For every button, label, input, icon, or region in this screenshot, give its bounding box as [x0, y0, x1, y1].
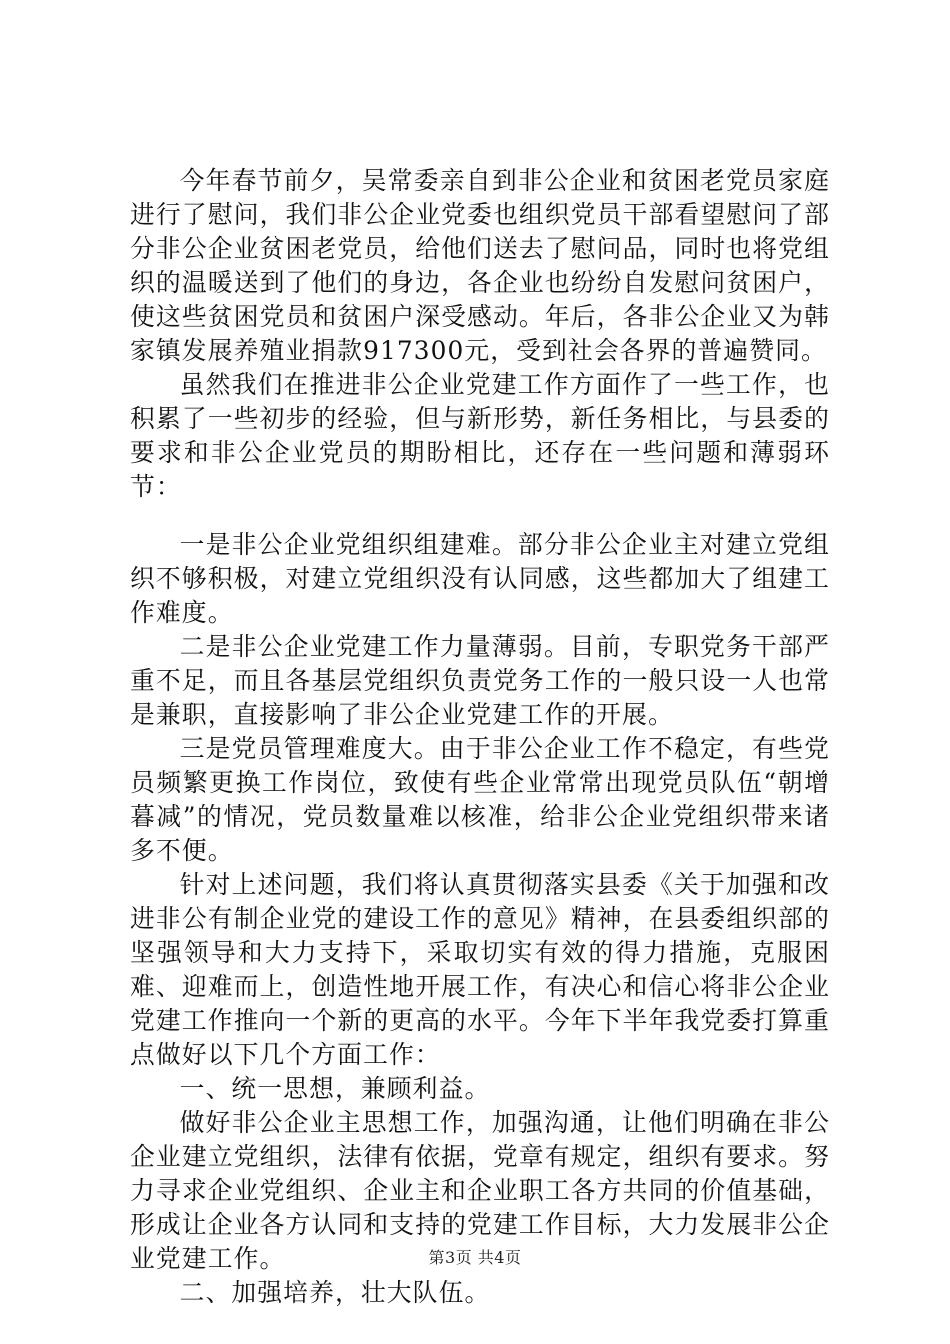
paragraph-spring-festival-visits: 今年春节前夕，吴常委亲自到非公企业和贫困老党员家庭进行了慰问，我们非公企业党委也组织党员干部看望慰问了部分非公企业贫困老党员，给他们送去了慰问品，同时也将党组织的温暖送到了他们的身边，各企业也纷纷自发慰问贫困户，使这些贫困党员和贫困户深受感动。年后，各非公企业又为韩家镇发展养殖业捐款917300元，受到社会各界的普遍赞同。	[130, 166, 830, 365]
paragraph-section-one-body: 做好非公企业主思想工作，加强沟通，让他们明确在非公企业建立党组织，法律有依据，党章有规定，组织有要求。努力寻求企业党组织、企业主和企业职工各方共同的价值基础，形成让企业各方认同和支持的党建工作目标，大力发展非公企业党建工作。	[130, 1108, 830, 1273]
section-heading-one: 一、统一思想，兼顾利益。	[179, 1074, 491, 1103]
paragraph-problem-one: 一是非公企业党组织组建难。部分非公企业主对建立党组织不够积极，对建立党组织没有认同感，这些都加大了组建工作难度。	[130, 530, 830, 627]
paragraph-problems-intro: 虽然我们在推进非公企业党建工作方面作了一些工作，也积累了一些初步的经验，但与新形势，新任务相比，与县委的要求和非公企业党员的期盼相比，还存在一些问题和薄弱环节：	[130, 370, 830, 501]
paragraph-problem-three: 三是党员管理难度大。由于非公企业工作不稳定，有些党员频繁更换工作岗位，致使有些企业常常出现党员队伍“朝增暮减”的情况，党员数量难以核准，给非公企业党组织带来诸多不便。	[130, 734, 830, 865]
document-body	[130, 164, 830, 1310]
section-heading-two: 二、加强培养，壮大队伍。	[179, 1278, 491, 1307]
page-footer	[0, 1245, 950, 1268]
paragraph-plan-intro: 针对上述问题，我们将认真贯彻落实县委《关于加强和改进非公有制企业党的建设工作的意见》精神，在县委组织部的坚强领导和大力支持下，采取切实有效的得力措施，克服困难、迎难而上，创造性地开展工作，有决心和信心将非公企业党建工作推向一个新的更高的水平。今年下半年我党委打算重点做好以下几个方面工作：	[130, 870, 830, 1069]
paragraph-problem-two: 二是非公企业党建工作力量薄弱。目前，专职党务干部严重不足，而且各基层党组织负责党务工作的一般只设一人也常是兼职，直接影响了非公企业党建工作的开展。	[130, 632, 830, 729]
page-number: 第3页 共4页	[428, 1248, 522, 1267]
